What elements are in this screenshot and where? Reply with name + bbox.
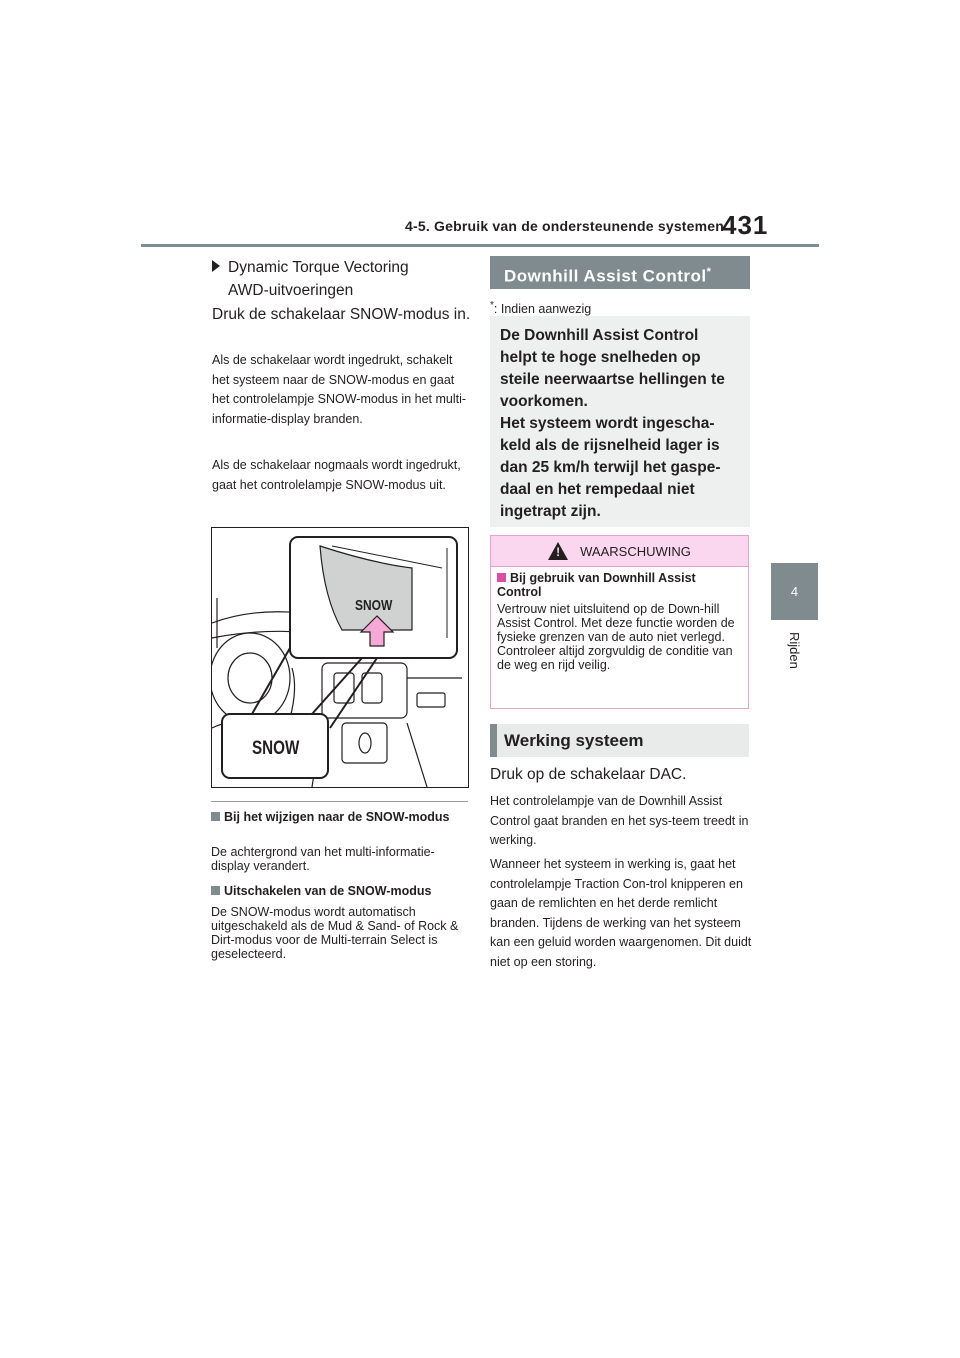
triangle-bullet-icon: [212, 260, 220, 272]
chapter-tab: [771, 563, 818, 620]
heading-footnote-mark: *: [706, 266, 712, 278]
warning-title: WAARSCHUWING: [580, 543, 691, 559]
chapter-label: Rijden: [787, 632, 802, 669]
warning-box: [490, 535, 749, 709]
subheading-1-body: De achtergrond van het multi-informatie-display verandert.: [211, 845, 435, 873]
summary-text-1: De Downhill Assist Control helpt te hoge snelheden op steile neerwaartse hellingen te voorkomen.: [500, 327, 725, 410]
dac-summary-box: [490, 316, 750, 527]
warning-subheading-text: Bij gebruik van Downhill Assist Control: [497, 571, 696, 599]
section-title: 4-5. Gebruik van de ondersteunende systemen: [405, 218, 725, 234]
availability-footnote: [490, 300, 591, 316]
dac-paragraph-1: Het controlelampje van de Downhill Assist Control gaat branden en het sys-teem treedt in werking.: [490, 794, 749, 847]
subheading-disable-snow: [211, 884, 469, 898]
snow-label-top: SNOW: [355, 597, 393, 614]
snow-label-bottom: SNOW: [252, 738, 300, 759]
snow-switch-illustration: [211, 527, 469, 788]
snow-paragraph-1: Als de schakelaar wordt ingedrukt, schakelt het systeem naar de SNOW-modus en gaat het controlelampje SNOW-modus in het multi-informatie-display branden.: [212, 353, 467, 426]
square-bullet-icon: [211, 812, 220, 821]
subheading-2-body: De SNOW-modus wordt automatisch uitgeschakeld als de Mud & Sand- of Rock & Dirt-modus voor de Multi-terrain Select is geselecteerd.: [211, 905, 459, 961]
warning-body: Vertrouw niet uitsluitend op de Down-hill Assist Control. Met deze functie worden de fysieke grenzen van de auto niet verlegd. Controleer altijd zorgvuldig de conditie van de weg en rijd veilig.: [497, 602, 735, 672]
dac-instruction: Druk op de schakelaar DAC.: [490, 766, 687, 783]
footnote-mark: *: [490, 300, 494, 311]
warning-header: [491, 536, 748, 567]
warning-subheading: [491, 567, 748, 599]
chapter-tab-label-wrap: [780, 632, 810, 682]
square-bullet-icon: [211, 886, 220, 895]
dac-heading: [490, 256, 750, 289]
footnote-text: : Indien aanwezig: [493, 302, 592, 317]
figure-divider: [211, 801, 468, 802]
summary-text-2: Het systeem wordt ingescha-keld als de rijsnelheid lager is dan 25 km/h terwijl het gaspe-daal en het rempedaal niet ingetrapt zijn.: [500, 415, 721, 520]
dac-heading-text: Downhill Assist Control: [504, 266, 707, 286]
bullet-line-1: Dynamic Torque Vectoring: [228, 259, 409, 276]
chapter-number: 4: [790, 584, 799, 599]
snow-instruction: Druk de schakelaar SNOW-modus in.: [212, 306, 471, 323]
header-divider: [141, 244, 819, 247]
subheading-text: Uitschakelen van de SNOW-modus: [224, 884, 432, 898]
warning-triangle-icon: [548, 542, 568, 560]
subheading-switch-to-snow: [211, 810, 469, 824]
dac-paragraph-2: Wanneer het systeem in werking is, gaat het controlelampje Traction Con-trol knipperen en gaan de remlichten en het derde remlicht branden. Tijdens de werking van het systeem kan een geluid worden waargenomen. Dit duidt niet op een storing.: [490, 857, 752, 969]
model-bullet: [212, 256, 470, 302]
dashboard-drawing: [212, 528, 468, 787]
snow-paragraph-2: Als de schakelaar nogmaals wordt ingedrukt, gaat het controlelampje SNOW-modus uit.: [212, 458, 461, 492]
page-number: 431: [722, 210, 769, 240]
subheading-text: Bij het wijzigen naar de SNOW-modus: [224, 810, 450, 824]
square-bullet-icon: [497, 573, 506, 582]
bullet-line-2: AWD-uitvoeringen: [228, 282, 354, 299]
section-heading-werking: Werking systeem: [490, 724, 749, 757]
